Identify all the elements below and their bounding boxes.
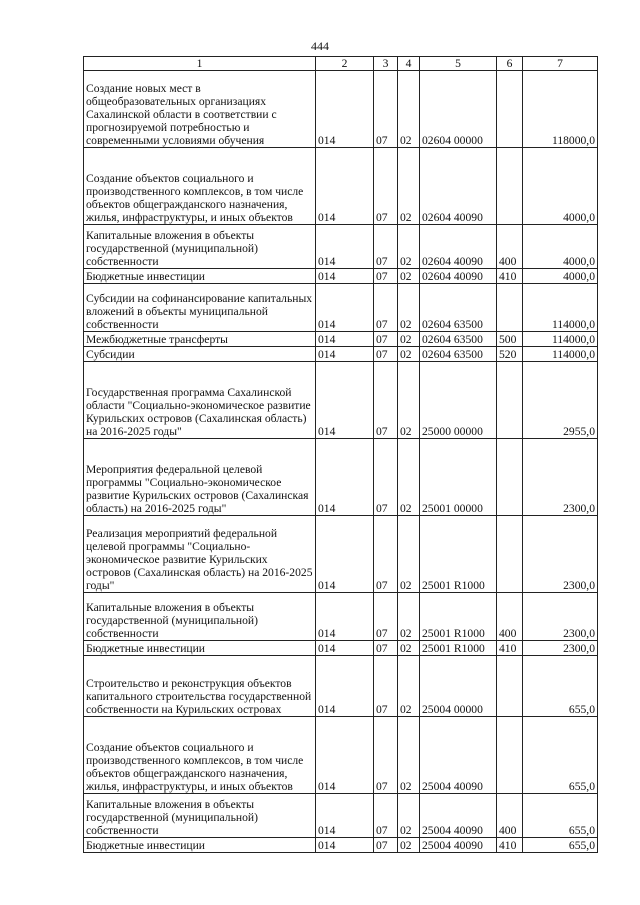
header-row <box>84 57 598 71</box>
row-code-cell: 014 <box>316 516 374 593</box>
row-type-cell: 400 <box>497 225 523 269</box>
table-row <box>84 284 598 332</box>
row-type-cell <box>497 362 523 439</box>
table-row <box>84 656 598 717</box>
row-name-cell: Строительство и реконструкция объектов капитального строительства государственной собственности на Курильских островах <box>84 656 316 717</box>
row-code-cell: 014 <box>316 838 374 853</box>
row-name-cell: Создание объектов социального и производственного комплексов, в том числе объектов общегражданского назначения, жилья, инфраструктуры, и иных объектов <box>84 717 316 794</box>
row-amount-cell: 2300,0 <box>523 641 598 656</box>
row-name-cell: Межбюджетные трансферты <box>84 332 316 347</box>
row-subsection-cell: 02 <box>398 838 420 853</box>
row-name-cell: Бюджетные инвестиции <box>84 269 316 284</box>
header-cell: 7 <box>523 57 598 71</box>
row-section-cell: 07 <box>374 225 398 269</box>
row-section-cell: 07 <box>374 269 398 284</box>
row-type-cell: 400 <box>497 794 523 838</box>
header-cell: 6 <box>497 57 523 71</box>
row-amount-cell: 2955,0 <box>523 362 598 439</box>
row-section-cell: 07 <box>374 717 398 794</box>
row-subsection-cell: 02 <box>398 225 420 269</box>
row-section-cell: 07 <box>374 284 398 332</box>
row-code-cell: 014 <box>316 347 374 362</box>
row-subsection-cell: 02 <box>398 148 420 225</box>
row-target-cell: 02604 40090 <box>420 225 497 269</box>
row-code-cell: 014 <box>316 284 374 332</box>
table-row <box>84 269 598 284</box>
row-name-cell: Бюджетные инвестиции <box>84 641 316 656</box>
row-target-cell: 02604 40090 <box>420 269 497 284</box>
row-name-cell: Капитальные вложения в объекты государственной (муниципальной) собственности <box>84 794 316 838</box>
row-subsection-cell: 02 <box>398 593 420 641</box>
row-subsection-cell: 02 <box>398 347 420 362</box>
row-section-cell: 07 <box>374 347 398 362</box>
row-name-cell: Создание новых мест в общеобразовательных организациях Сахалинской области в соответствии с прогнозируемой потребностью и современными условиями обучения <box>84 71 316 148</box>
row-type-cell: 500 <box>497 332 523 347</box>
row-amount-cell: 114000,0 <box>523 332 598 347</box>
row-target-cell: 25001 R1000 <box>420 641 497 656</box>
row-code-cell: 014 <box>316 656 374 717</box>
row-target-cell: 25001 R1000 <box>420 593 497 641</box>
row-type-cell <box>497 284 523 332</box>
row-section-cell: 07 <box>374 838 398 853</box>
row-amount-cell: 4000,0 <box>523 225 598 269</box>
table-row <box>84 225 598 269</box>
row-target-cell: 25000 00000 <box>420 362 497 439</box>
row-subsection-cell: 02 <box>398 794 420 838</box>
table-row <box>84 148 598 225</box>
row-section-cell: 07 <box>374 148 398 225</box>
row-type-cell <box>497 717 523 794</box>
table-row <box>84 332 598 347</box>
table-row <box>84 516 598 593</box>
table-row <box>84 593 598 641</box>
header-cell: 4 <box>398 57 420 71</box>
row-section-cell: 07 <box>374 332 398 347</box>
row-type-cell: 400 <box>497 593 523 641</box>
row-code-cell: 014 <box>316 332 374 347</box>
row-name-cell: Мероприятия федеральной целевой программы "Социально-экономическое развитие Курильских островов (Сахалинская область) на 2016-2025 годы" <box>84 439 316 516</box>
row-code-cell: 014 <box>316 148 374 225</box>
row-name-cell: Капитальные вложения в объекты государственной (муниципальной) собственности <box>84 225 316 269</box>
table-row <box>84 362 598 439</box>
row-section-cell: 07 <box>374 71 398 148</box>
row-amount-cell: 114000,0 <box>523 347 598 362</box>
row-type-cell: 520 <box>497 347 523 362</box>
row-type-cell: 410 <box>497 838 523 853</box>
table-row <box>84 717 598 794</box>
row-section-cell: 07 <box>374 794 398 838</box>
row-amount-cell: 2300,0 <box>523 593 598 641</box>
row-subsection-cell: 02 <box>398 516 420 593</box>
row-code-cell: 014 <box>316 641 374 656</box>
row-amount-cell: 118000,0 <box>523 71 598 148</box>
row-subsection-cell: 02 <box>398 332 420 347</box>
header-cell: 5 <box>420 57 497 71</box>
row-code-cell: 014 <box>316 269 374 284</box>
header-cell: 1 <box>84 57 316 71</box>
row-amount-cell: 655,0 <box>523 656 598 717</box>
table-row <box>84 838 598 853</box>
row-target-cell: 25004 40090 <box>420 717 497 794</box>
table-row <box>84 439 598 516</box>
row-code-cell: 014 <box>316 439 374 516</box>
row-code-cell: 014 <box>316 593 374 641</box>
row-section-cell: 07 <box>374 439 398 516</box>
row-subsection-cell: 02 <box>398 284 420 332</box>
row-subsection-cell: 02 <box>398 717 420 794</box>
table-row <box>84 71 598 148</box>
row-type-cell: 410 <box>497 269 523 284</box>
page-number: 444 <box>311 39 329 53</box>
table-row <box>84 347 598 362</box>
row-amount-cell: 2300,0 <box>523 439 598 516</box>
row-section-cell: 07 <box>374 516 398 593</box>
row-section-cell: 07 <box>374 593 398 641</box>
header-cell: 3 <box>374 57 398 71</box>
row-name-cell: Субсидии на софинансирование капитальных вложений в объекты муниципальной собственности <box>84 284 316 332</box>
row-amount-cell: 2300,0 <box>523 516 598 593</box>
row-code-cell: 014 <box>316 71 374 148</box>
row-name-cell: Бюджетные инвестиции <box>84 838 316 853</box>
row-type-cell <box>497 148 523 225</box>
row-type-cell <box>497 656 523 717</box>
row-section-cell: 07 <box>374 362 398 439</box>
row-subsection-cell: 02 <box>398 439 420 516</box>
row-target-cell: 25004 40090 <box>420 838 497 853</box>
row-code-cell: 014 <box>316 794 374 838</box>
row-name-cell: Создание объектов социального и производственного комплексов, в том числе объектов общегражданского назначения, жилья, инфраструктуры, и иных объектов <box>84 148 316 225</box>
row-name-cell: Субсидии <box>84 347 316 362</box>
row-section-cell: 07 <box>374 656 398 717</box>
row-name-cell: Государственная программа Сахалинской области "Социально-экономическое развитие Курильских островов (Сахалинская область) на 2016-2025 годы" <box>84 362 316 439</box>
row-type-cell <box>497 439 523 516</box>
row-target-cell: 02604 63500 <box>420 347 497 362</box>
row-amount-cell: 655,0 <box>523 838 598 853</box>
row-subsection-cell: 02 <box>398 71 420 148</box>
row-target-cell: 02604 00000 <box>420 71 497 148</box>
table-row <box>84 641 598 656</box>
row-target-cell: 02604 40090 <box>420 148 497 225</box>
row-target-cell: 25004 40090 <box>420 794 497 838</box>
row-name-cell: Реализация мероприятий федеральной целевой программы "Социально-экономическое развитие Курильских островов (Сахалинская область) на 2016-2025 годы" <box>84 516 316 593</box>
row-code-cell: 014 <box>316 362 374 439</box>
header-cell: 2 <box>316 57 374 71</box>
row-code-cell: 014 <box>316 717 374 794</box>
row-target-cell: 25004 00000 <box>420 656 497 717</box>
table-row <box>84 794 598 838</box>
row-amount-cell: 655,0 <box>523 794 598 838</box>
row-name-cell: Капитальные вложения в объекты государственной (муниципальной) собственности <box>84 593 316 641</box>
row-subsection-cell: 02 <box>398 269 420 284</box>
row-section-cell: 07 <box>374 641 398 656</box>
row-type-cell: 410 <box>497 641 523 656</box>
row-code-cell: 014 <box>316 225 374 269</box>
row-target-cell: 25001 R1000 <box>420 516 497 593</box>
row-type-cell <box>497 516 523 593</box>
budget-table <box>83 56 598 853</box>
row-subsection-cell: 02 <box>398 362 420 439</box>
row-amount-cell: 655,0 <box>523 717 598 794</box>
row-target-cell: 25001 00000 <box>420 439 497 516</box>
row-target-cell: 02604 63500 <box>420 284 497 332</box>
row-target-cell: 02604 63500 <box>420 332 497 347</box>
row-subsection-cell: 02 <box>398 641 420 656</box>
row-amount-cell: 4000,0 <box>523 148 598 225</box>
row-amount-cell: 114000,0 <box>523 284 598 332</box>
row-subsection-cell: 02 <box>398 656 420 717</box>
row-type-cell <box>497 71 523 148</box>
row-amount-cell: 4000,0 <box>523 269 598 284</box>
